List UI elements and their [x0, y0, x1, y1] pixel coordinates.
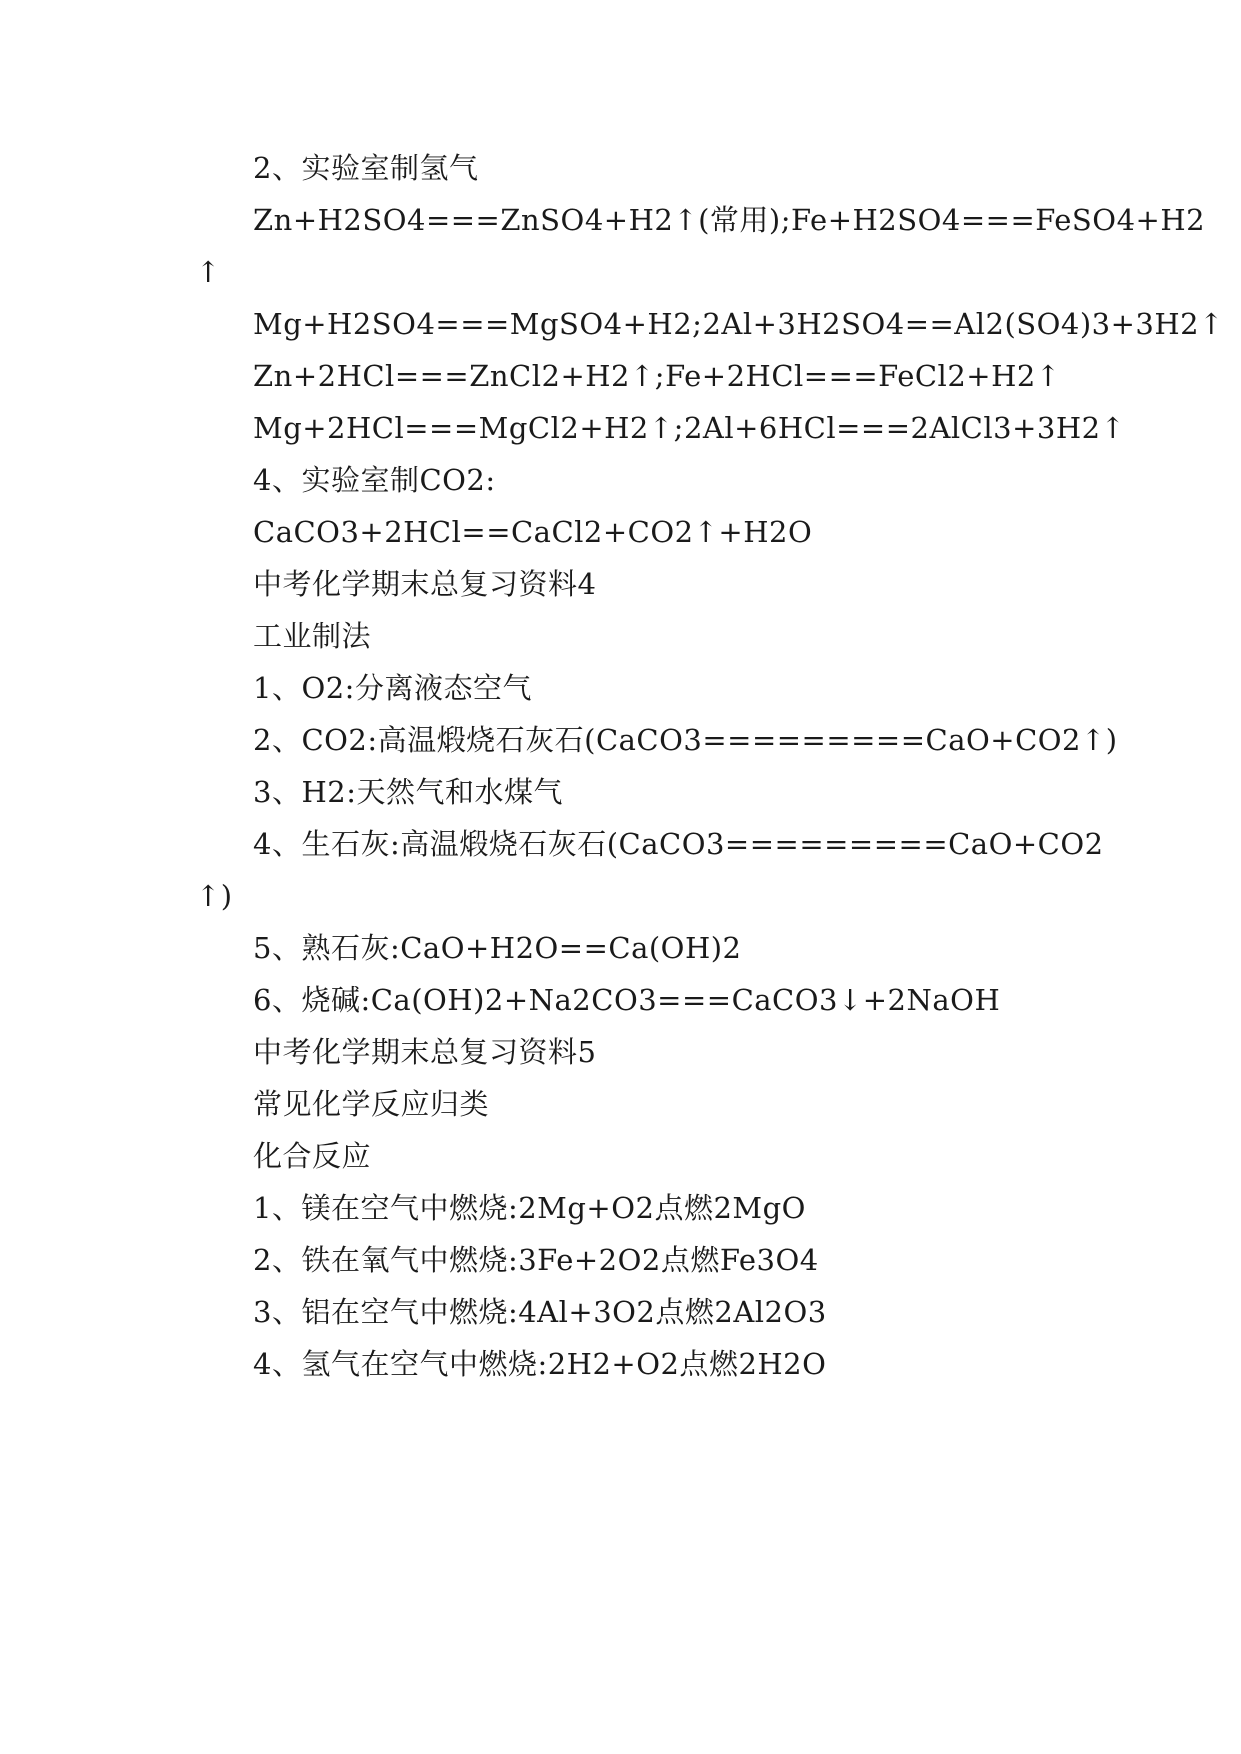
- text-line: Zn+2HCl===ZnCl2+H2↑;Fe+2HCl===FeCl2+H2↑: [253, 359, 1061, 393]
- text-line: Mg+2HCl===MgCl2+H2↑;2Al+6HCl===2AlCl3+3H2↑: [253, 411, 1126, 445]
- text-line: Mg+H2SO4===MgSO4+H2;2Al+3H2SO4==Al2(SO4)3+3H2↑: [253, 307, 1224, 341]
- section-heading: 中考化学期末总复习资料4: [253, 567, 597, 601]
- text-line: 常见化学反应归类: [253, 1087, 490, 1121]
- text-line: 4、生石灰:高温煅烧石灰石(CaCO3=========CaO+CO2: [253, 827, 1104, 861]
- text-line: CaCO3+2HCl==CaCl2+CO2↑+H2O: [253, 515, 813, 549]
- text-line: 2、CO2:高温煅烧石灰石(CaCO3=========CaO+CO2↑): [253, 723, 1118, 757]
- text-line: 2、铁在氧气中燃烧:3Fe+2O2点燃Fe3O4: [253, 1243, 819, 1277]
- text-line: 2、实验室制氢气: [253, 151, 479, 185]
- text-line: 1、镁在空气中燃烧:2Mg+O2点燃2MgO: [253, 1191, 806, 1225]
- text-line: Zn+H2SO4===ZnSO4+H2↑(常用);Fe+H2SO4===FeSO4+H2: [253, 203, 1206, 237]
- text-line: ↑): [196, 879, 233, 913]
- text-line: 4、氢气在空气中燃烧:2H2+O2点燃2H2O: [253, 1347, 827, 1381]
- text-line: ↑: [196, 255, 221, 289]
- text-line: 1、O2:分离液态空气: [253, 671, 532, 705]
- text-line: 5、熟石灰:CaO+H2O==Ca(OH)2: [253, 931, 742, 965]
- text-line: 4、实验室制CO2:: [253, 463, 496, 497]
- text-line: 化合反应: [253, 1139, 372, 1173]
- text-line: 6、烧碱:Ca(OH)2+Na2CO3===CaCO3↓+2NaOH: [253, 983, 1001, 1017]
- text-line: 3、H2:天然气和水煤气: [253, 775, 563, 809]
- text-line: 3、铝在空气中燃烧:4Al+3O2点燃2Al2O3: [253, 1295, 827, 1329]
- section-heading: 中考化学期末总复习资料5: [253, 1035, 597, 1069]
- text-line: 工业制法: [253, 619, 372, 653]
